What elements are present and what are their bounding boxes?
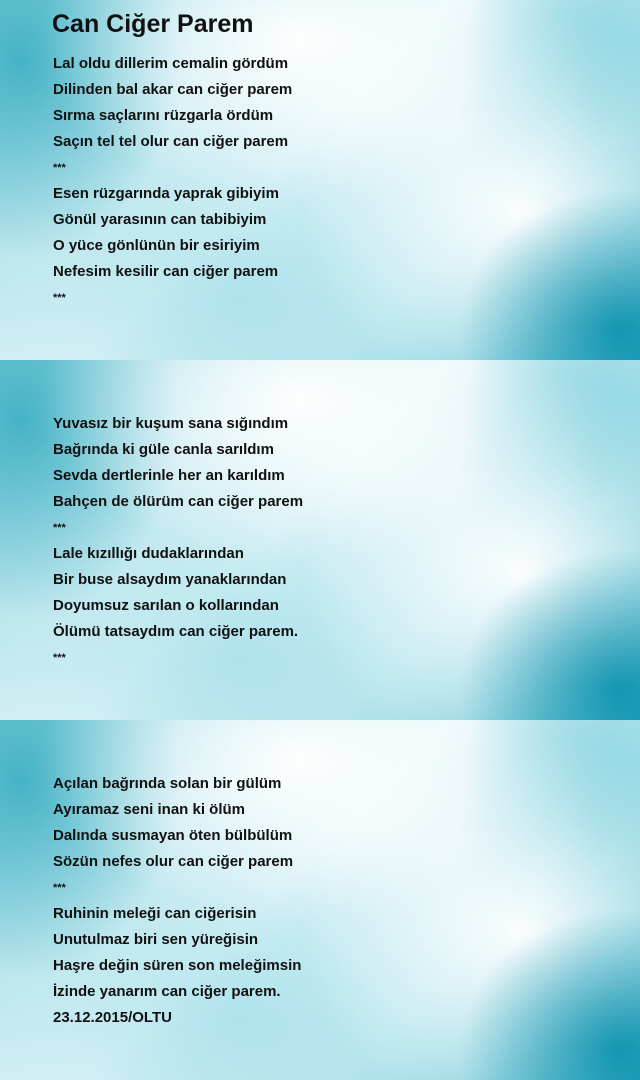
- poem-line: Yuvasız bir kuşum sana sığındım: [53, 415, 289, 432]
- poem-line: Saçın tel tel olur can ciğer parem: [53, 133, 289, 150]
- stanza-separator: ***: [53, 522, 66, 534]
- poem-line: Ruhinin meleği can ciğerisin: [53, 905, 257, 922]
- poem-line: O yüce gönlünün bir esiriyim: [53, 237, 260, 254]
- poem-line: Sevda dertlerinle her an karıldım: [53, 467, 285, 484]
- poem-line: Esen rüzgarında yaprak gibiyim: [53, 185, 279, 202]
- poem-stanza-3: [53, 771, 301, 1031]
- poem-line: Gönül yarasının can tabibiyim: [53, 211, 267, 228]
- poem-line: Unutulmaz biri sen yüreğisin: [53, 931, 259, 948]
- poem-date-signature: 23.12.2015/OLTU: [53, 1009, 172, 1026]
- poem-line: Lale kızıllığı dudaklarından: [53, 545, 244, 562]
- poem-line: Doyumsuz sarılan o kollarından: [53, 597, 279, 614]
- poem-panel-2: [0, 360, 640, 720]
- poem-line: Dilinden bal akar can ciğer parem: [53, 81, 293, 98]
- poem-title: Can Ciğer Parem: [52, 10, 254, 38]
- poem-panel-3: [0, 720, 640, 1080]
- poem-line: Açılan bağrında solan bir gülüm: [53, 775, 282, 792]
- poem-line: Sırma saçlarını rüzgarla ördüm: [53, 107, 274, 124]
- poem-line: Ayıramaz seni inan ki ölüm: [53, 801, 246, 818]
- stanza-separator: ***: [53, 652, 66, 664]
- poem-line: İzinde yanarım can ciğer parem.: [53, 983, 281, 1000]
- poem-line: Ölümü tatsaydım can ciğer parem.: [53, 623, 299, 640]
- poem-line: Lal oldu dillerim cemalin gördüm: [53, 55, 289, 72]
- poem-line: Nefesim kesilir can ciğer parem: [53, 263, 279, 280]
- poem-line: Haşre değin süren son meleğimsin: [53, 957, 302, 974]
- stanza-separator: ***: [53, 882, 66, 894]
- stanza-separator: ***: [53, 162, 66, 174]
- poem-line: Dalında susmayan öten bülbülüm: [53, 827, 293, 844]
- stanza-separator: ***: [53, 292, 66, 304]
- poem-panel-1: [0, 0, 640, 360]
- poem-stanza-2: [53, 411, 303, 671]
- poem-line: Sözün nefes olur can ciğer parem: [53, 853, 294, 870]
- poem-stanza-1: [53, 51, 292, 311]
- poem-line: Bahçen de ölürüm can ciğer parem: [53, 493, 304, 510]
- poem-line: Bağrında ki güle canla sarıldım: [53, 441, 274, 458]
- poem-line: Bir buse alsaydım yanaklarından: [53, 571, 287, 588]
